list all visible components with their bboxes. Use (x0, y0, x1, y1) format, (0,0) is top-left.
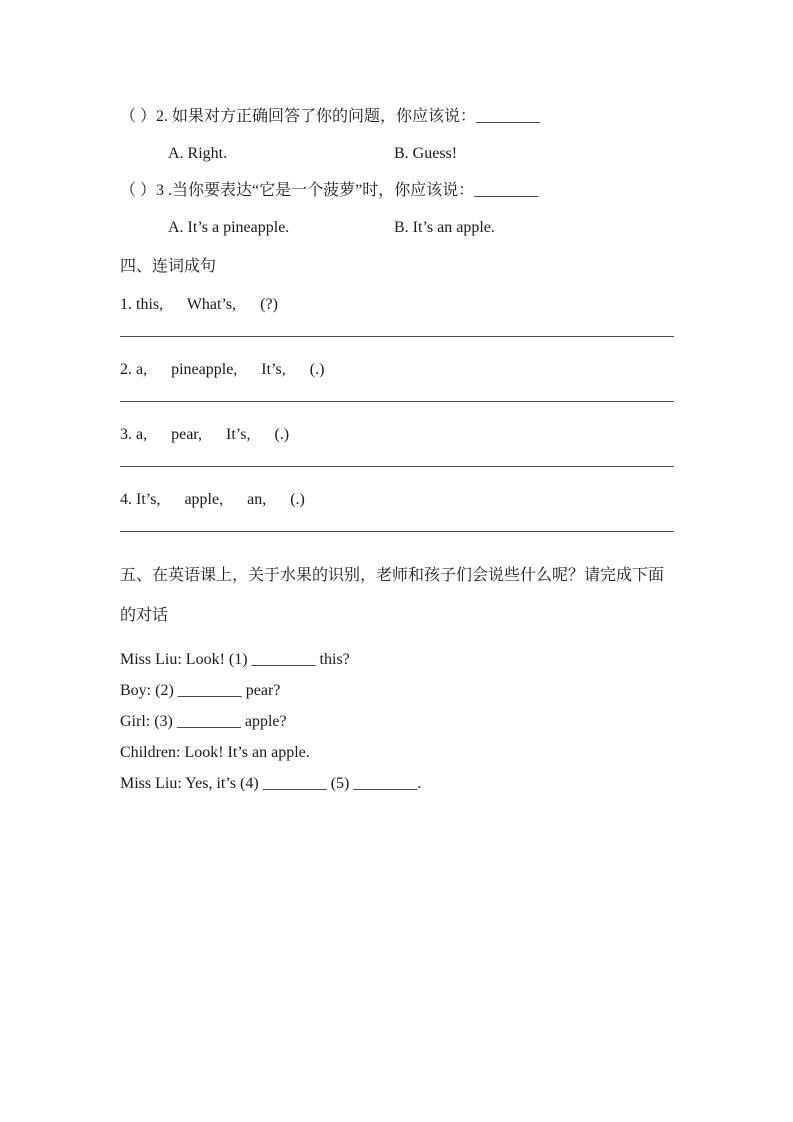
dialog-block (120, 649, 674, 795)
answer-line-3 (120, 466, 674, 467)
choice-question-2-options (120, 143, 674, 165)
answer-line-1 (120, 336, 674, 337)
dialog-line-children: Children: Look! It’s an apple. (120, 744, 310, 762)
dialog-line-boy: Boy: (2) ________ pear? (120, 682, 281, 700)
dialog-line-miss-liu-1: Miss Liu: Look! (1) ________ this? (120, 651, 350, 669)
answer-line-4 (120, 531, 674, 532)
dialog-line-miss-liu-2: Miss Liu: Yes, it’s (4) ________ (5) ________. (120, 775, 422, 793)
rearrange-item-1: 1. this, What’s, (?) (120, 296, 278, 313)
question-3-option-b: B. It’s an apple. (394, 219, 495, 236)
choice-question-2-stem: （ ）2. 如果对方正确回答了你的问题，你应该说：________ (120, 108, 541, 125)
choice-question-3-stem: （ ）3 .当你要表达“它是一个菠萝”时，你应该说：________ (120, 182, 539, 199)
answer-line-2 (120, 401, 674, 402)
question-2-option-b: B. Guess! (394, 145, 458, 162)
choice-question-3-options (120, 217, 674, 239)
rearrange-item-3: 3. a, pear, It’s, (.) (120, 426, 290, 443)
rearrange-item-4: 4. It’s, apple, an, (.) (120, 491, 305, 508)
rearrange-item-2: 2. a, pineapple, It’s, (.) (120, 361, 325, 378)
section-four-title: 四、连词成句 (120, 258, 217, 275)
dialog-line-girl: Girl: (3) ________ apple? (120, 713, 287, 731)
question-2-option-a: A. Right. (168, 145, 228, 162)
section-five-title: 五、在英语课上，关于水果的识别，老师和孩子们会说些什么呢？请完成下面的对话 (120, 567, 665, 624)
question-3-option-a: A. It’s a pineapple. (168, 219, 290, 236)
